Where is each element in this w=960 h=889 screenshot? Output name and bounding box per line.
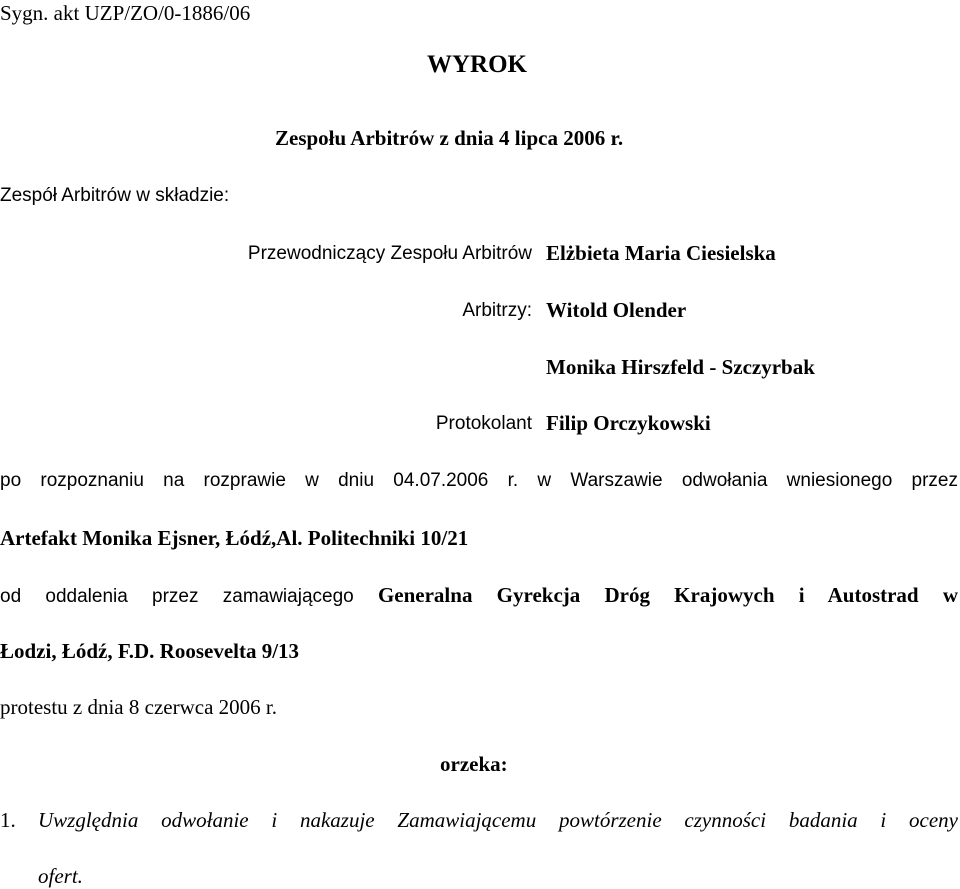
ruling-heading: orzeka: (440, 752, 508, 776)
arbiter-name-1: Witold Olender (546, 298, 687, 322)
panel-heading: Zespół Arbitrów w składzie: (0, 185, 230, 206)
chair-label: Przewodniczący Zespołu Arbitrów (247, 243, 532, 264)
arbiter-name-2: Monika Hirszfeld - Szczyrbak (546, 355, 815, 379)
clerk-name: Filip Orczykowski (546, 411, 711, 435)
paragraph-hearing: po rozpoznaniu na rozprawie w dniu 04.07.2006 r. w Warszawie odwołania wniesionego przez (0, 470, 958, 491)
ruling-item-1-line-1: Uwzględnia odwołanie i nakazuje Zamawiającemu powtórzenie czynności badania i oceny (38, 808, 958, 832)
case-signature: Sygn. akt UZP/ZO/0-1886/06 (0, 1, 251, 25)
dismissal-prefix: od oddalenia przez zamawiającego (0, 586, 354, 607)
paragraph-dismissal (0, 585, 958, 606)
protest-date: protestu z dnia 8 czerwca 2006 r. (0, 695, 277, 719)
chair-name: Elżbieta Maria Ciesielska (546, 241, 776, 265)
clerk-label: Protokolant (435, 413, 532, 434)
ruling-item-number: 1. (0, 808, 16, 832)
arbiters-label: Arbitrzy: (462, 300, 532, 321)
ruling-item-1-line-2: ofert. (38, 864, 83, 888)
appellant-details: Artefakt Monika Ejsner, Łódź,Al. Politechniki 10/21 (0, 526, 469, 550)
contracting-party-line-1: Generalna Gyrekcja Dróg Krajowych i Autostrad w (377, 583, 958, 607)
contracting-party-line-2: Łodzi, Łódź, F.D. Roosevelta 9/13 (0, 639, 300, 663)
document-title: WYROK (427, 51, 527, 78)
document-subtitle: Zespołu Arbitrów z dnia 4 lipca 2006 r. (275, 126, 624, 150)
